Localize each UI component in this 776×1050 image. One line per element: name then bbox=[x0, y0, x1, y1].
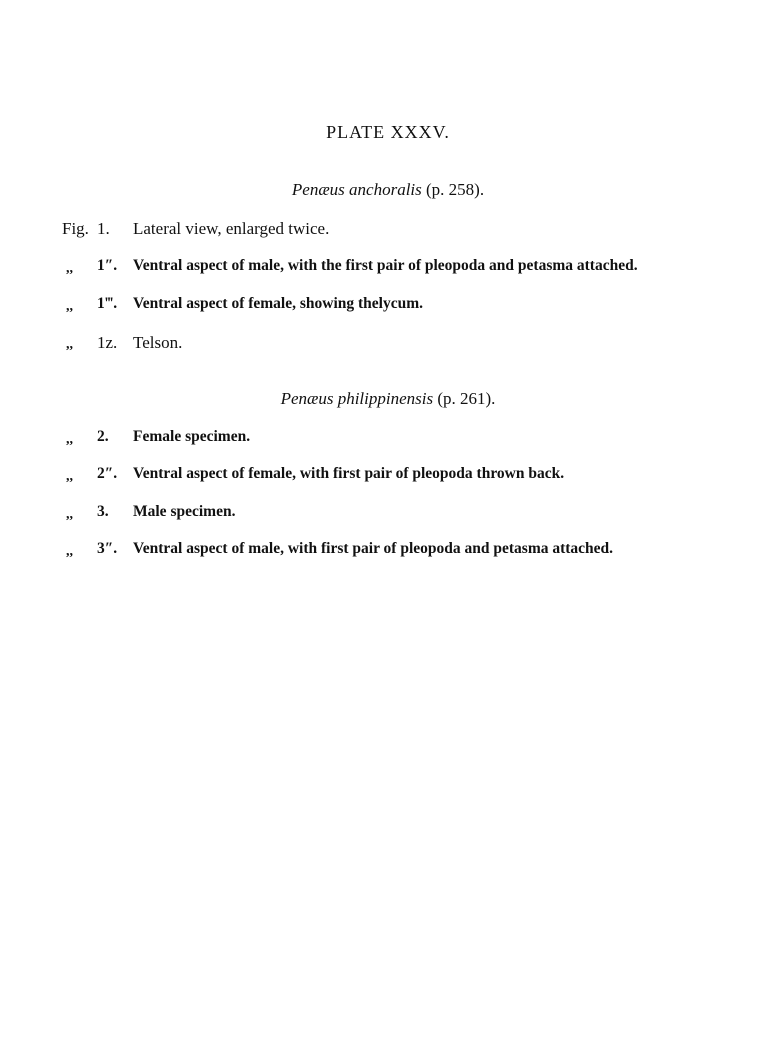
figure-number: 2″. bbox=[97, 465, 118, 482]
figure-number: 3. bbox=[97, 503, 109, 520]
figure-entry bbox=[0, 219, 776, 241]
figure-prefix: Fig. bbox=[62, 219, 89, 238]
section-heading-philippinensis bbox=[0, 389, 776, 409]
page-reference: (p. 261). bbox=[437, 389, 496, 408]
figure-number: 1‴. bbox=[97, 295, 118, 312]
figure-entry bbox=[0, 333, 776, 355]
figure-description: Female specimen. bbox=[133, 428, 251, 445]
figure-entry bbox=[0, 295, 776, 317]
figure-entry bbox=[0, 503, 776, 525]
ditto-mark: ,, bbox=[66, 261, 73, 276]
section-heading-anchoralis bbox=[0, 180, 776, 200]
ditto-mark: ,, bbox=[66, 337, 73, 352]
figure-number: 2. bbox=[97, 428, 109, 445]
figure-entry bbox=[0, 465, 776, 487]
species-name: Penæus anchoralis bbox=[291, 180, 422, 199]
figure-entry bbox=[0, 540, 776, 562]
figure-description: Ventral aspect of female, showing thelycum. bbox=[133, 295, 424, 312]
figure-number: 1z. bbox=[97, 333, 118, 352]
ditto-mark: ,, bbox=[66, 544, 73, 559]
species-name: Penæus philippinensis bbox=[280, 389, 434, 408]
ditto-mark: ,, bbox=[66, 469, 73, 484]
figure-number: 1. bbox=[97, 219, 110, 238]
ditto-mark: ,, bbox=[66, 432, 73, 447]
ditto-mark: ,, bbox=[66, 507, 73, 522]
figure-entry bbox=[0, 428, 776, 450]
page-reference: (p. 258). bbox=[426, 180, 485, 199]
figure-number: 1″. bbox=[97, 257, 118, 274]
plate-title: PLATE XXXV. bbox=[326, 122, 450, 142]
figure-number: 3″. bbox=[97, 540, 118, 557]
figure-description: Ventral aspect of male, with first pair of pleopoda and petasma attached. bbox=[133, 540, 614, 557]
ditto-mark: ,, bbox=[66, 299, 73, 314]
figure-description: Telson. bbox=[133, 333, 183, 352]
figure-description: Lateral view, enlarged twice. bbox=[133, 219, 330, 238]
figure-description: Ventral aspect of female, with first pair of pleopoda thrown back. bbox=[133, 465, 565, 482]
figure-description: Male specimen. bbox=[133, 503, 236, 520]
figure-entry bbox=[0, 257, 776, 279]
figure-description: Ventral aspect of male, with the first pair of pleopoda and petasma attached. bbox=[133, 257, 638, 274]
